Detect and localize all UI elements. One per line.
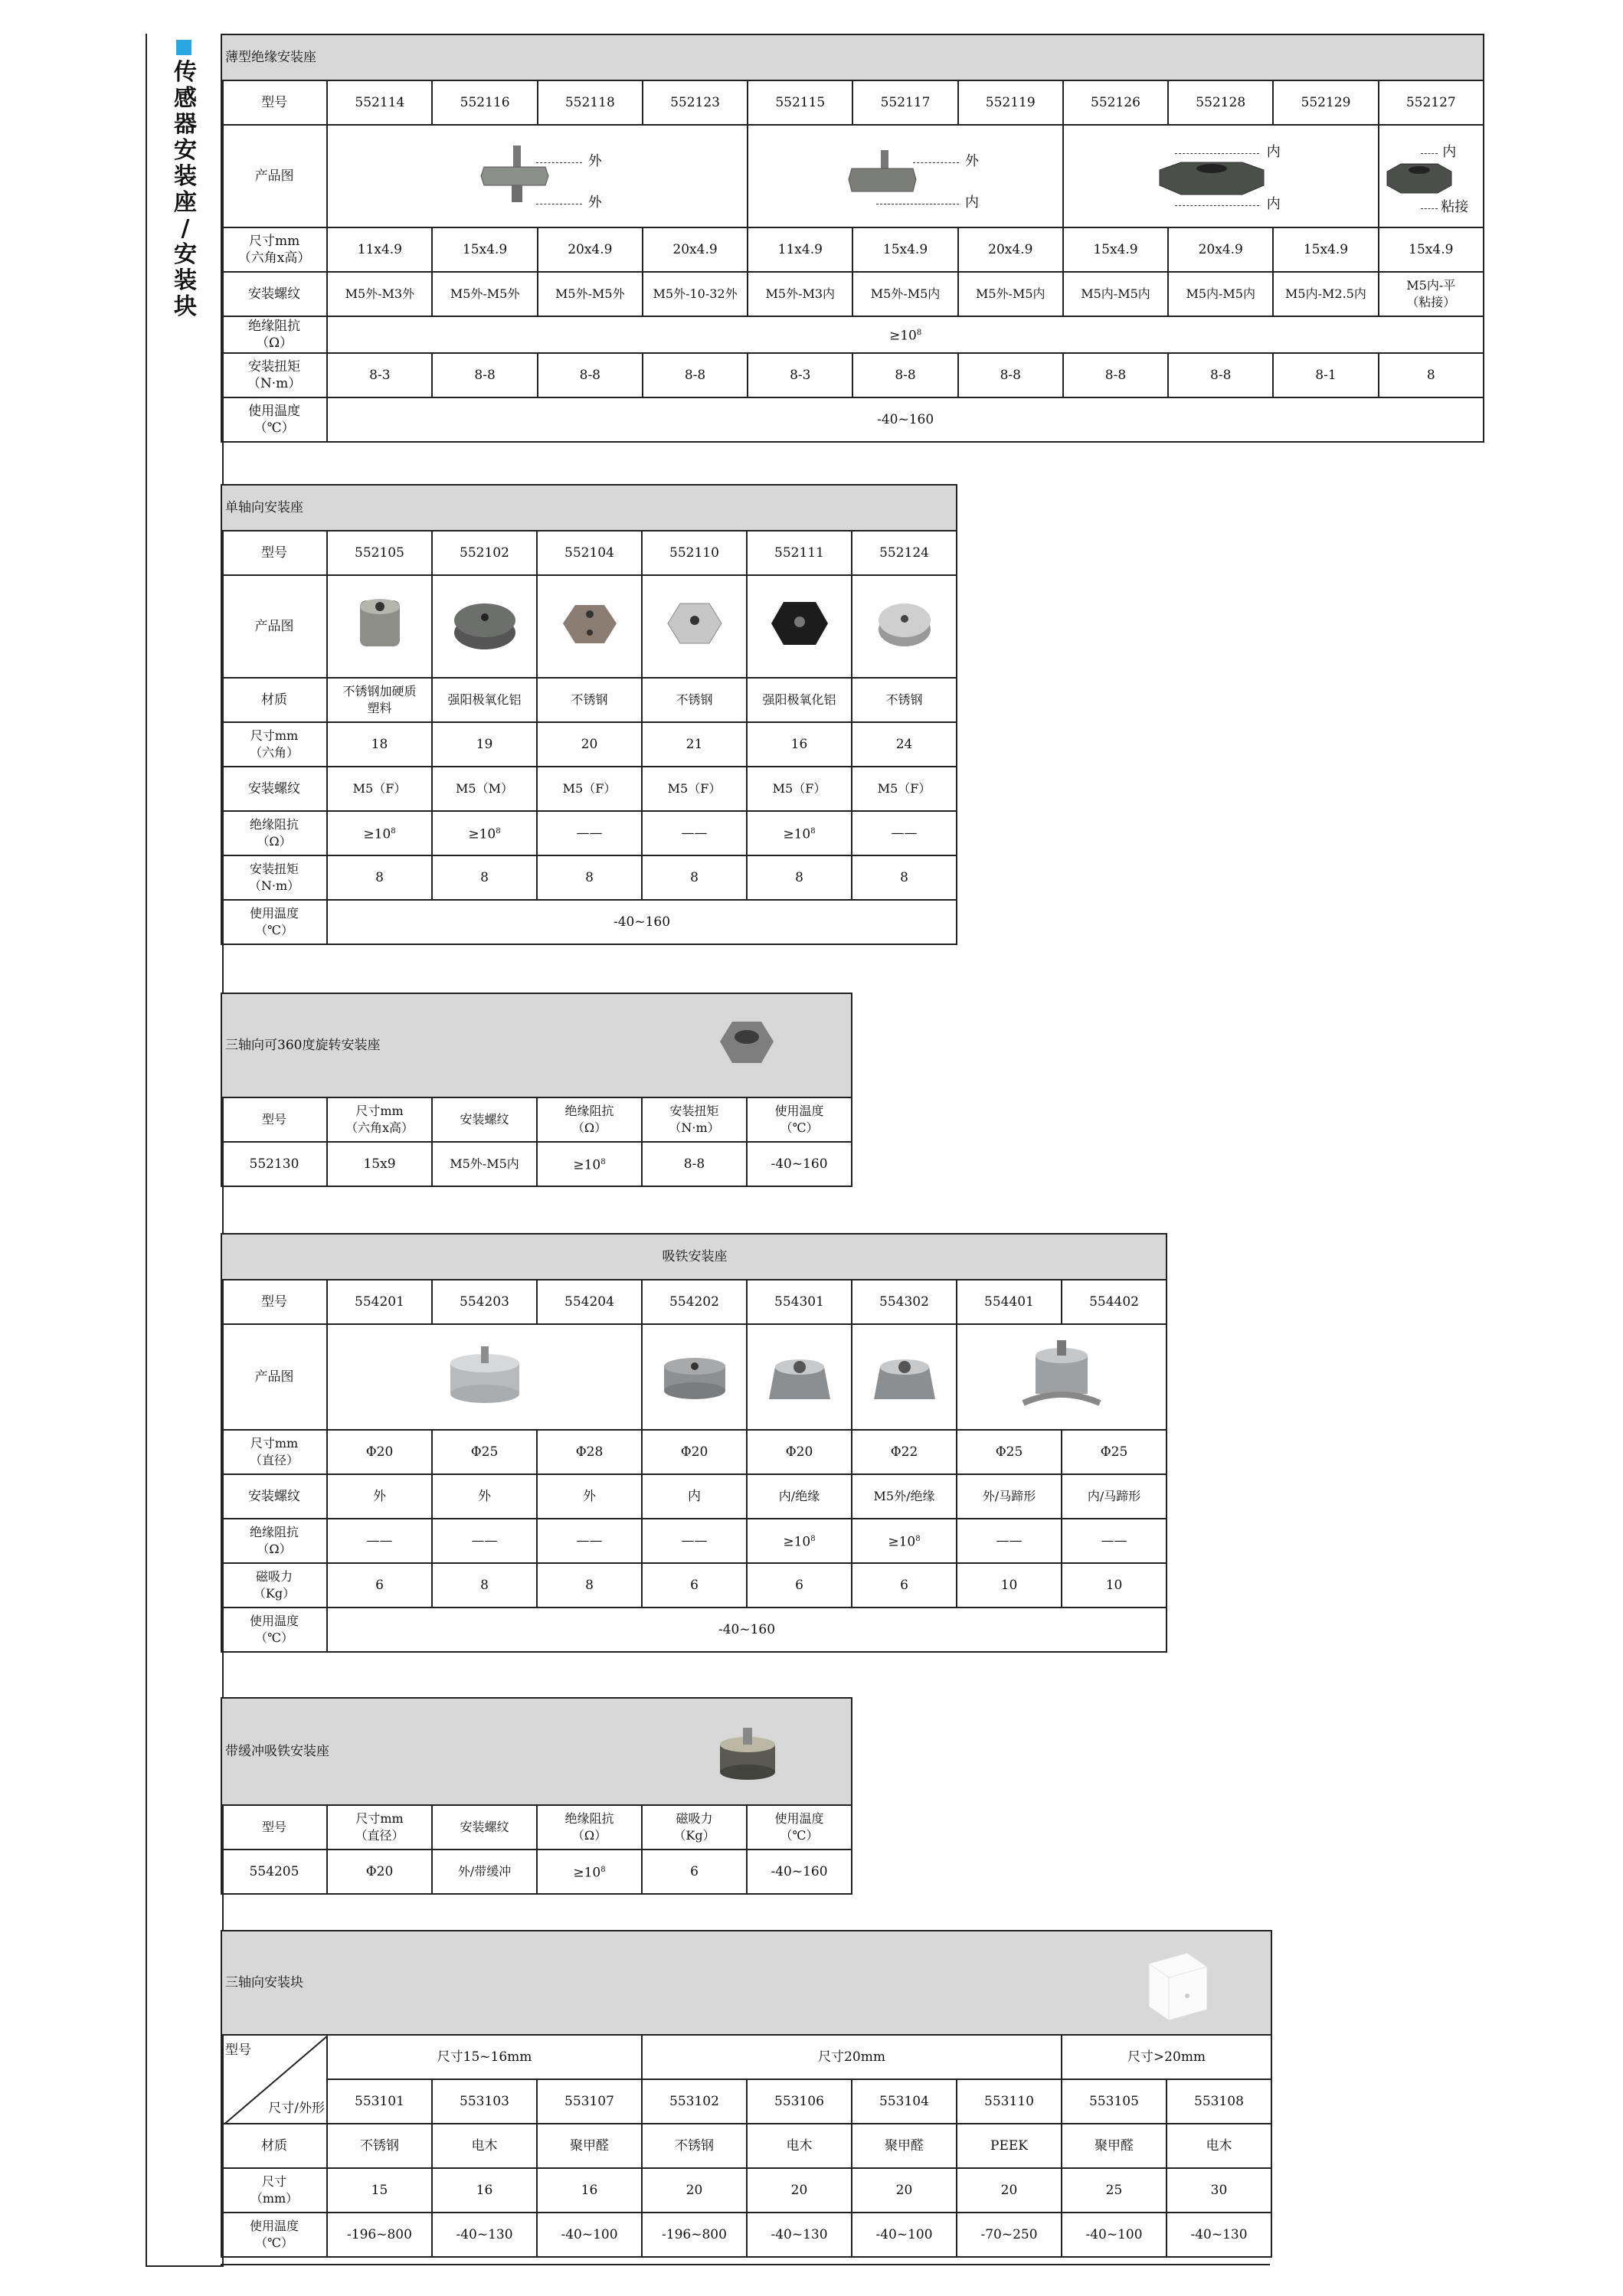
model-cell: 552102 xyxy=(432,531,537,575)
magnet-mount-image xyxy=(443,1340,527,1409)
thread-cell: 外 xyxy=(537,1474,642,1519)
product-image-cell xyxy=(537,575,642,678)
thread-cell: 外 xyxy=(432,1474,537,1519)
side-title-char: 块 xyxy=(174,293,197,320)
insulation-cell: —— xyxy=(852,811,957,855)
size-cell: Φ25 xyxy=(957,1430,1062,1474)
insulation-cell xyxy=(327,811,432,855)
insulation-value: ≥10 xyxy=(468,826,496,842)
row-label-size: 尺寸mm （六角x高） xyxy=(221,227,327,272)
thread-cell: M5外-M5外 xyxy=(432,272,537,316)
insulation-exponent: 8 xyxy=(915,1535,921,1544)
group-header: 尺寸15~16mm xyxy=(327,2035,642,2079)
torque-cell: 8 xyxy=(327,855,432,900)
size-cell: 20x4.9 xyxy=(643,227,748,272)
thread-cell: 外 xyxy=(327,1474,432,1519)
material-cell: 不锈钢 xyxy=(327,2124,432,2168)
header-cell: 尺寸mm （直径） xyxy=(327,1805,432,1850)
row-label-torque: 安装扭矩 （N·m） xyxy=(221,855,327,900)
material-cell: 聚甲醛 xyxy=(537,2124,642,2168)
insulation-cell xyxy=(852,1519,957,1563)
insulation-cell: —— xyxy=(327,1519,432,1563)
row-label-insulation: 绝缘阻抗 （Ω） xyxy=(221,811,327,855)
model-cell: 552126 xyxy=(1063,80,1168,125)
insulation-value: ≥10 xyxy=(888,328,917,344)
row-label-size: 尺寸mm （六角） xyxy=(221,722,327,767)
row-label-thread: 安装螺纹 xyxy=(221,272,327,316)
temp-cell: -40~160 xyxy=(327,1608,1167,1652)
thread-cell: M5内-M5内 xyxy=(1063,272,1168,316)
torque-cell: 8-3 xyxy=(748,353,852,397)
callout-in: 内 xyxy=(1266,144,1281,160)
side-title-char: 感 xyxy=(174,85,197,112)
section-title: 单轴向安装座 xyxy=(221,485,957,531)
thread-cell: M5（F） xyxy=(852,767,957,811)
product-image-cell xyxy=(748,125,1063,227)
product-image-cell xyxy=(327,575,432,678)
model-cell: 554302 xyxy=(852,1280,957,1324)
size-cell: 30 xyxy=(1167,2168,1271,2213)
insulation-exponent: 8 xyxy=(916,329,922,338)
section-title: 三轴向安装块 xyxy=(225,1975,303,1990)
row-label-thread: 安装螺纹 xyxy=(221,767,327,811)
model-cell: 554402 xyxy=(1062,1280,1167,1324)
insulation-exponent: 8 xyxy=(496,827,501,836)
thread-cell: M5外-M3内 xyxy=(748,272,852,316)
magnet-mount-image xyxy=(1016,1333,1108,1417)
row-label-insulation: 绝缘阻抗 （Ω） xyxy=(221,316,327,353)
size-cell: 20x4.9 xyxy=(958,227,1063,272)
temp-cell: -40~130 xyxy=(1167,2213,1271,2257)
value-cell: 8-8 xyxy=(642,1142,747,1186)
model-cell: 552105 xyxy=(327,531,432,575)
side-title-char: 安 xyxy=(174,241,197,268)
hex-mount-image xyxy=(349,590,411,659)
force-cell: 8 xyxy=(432,1563,537,1608)
header-cell: 使用温度 （℃） xyxy=(747,1097,852,1142)
row-label-thread: 安装螺纹 xyxy=(221,1474,327,1519)
product-image-cell xyxy=(957,1324,1167,1430)
section-title: 带缓冲吸铁安装座 xyxy=(225,1744,329,1759)
insulation-exponent: 8 xyxy=(391,827,396,836)
magnet-mount-image xyxy=(761,1336,838,1413)
size-cell: 15x4.9 xyxy=(432,227,537,272)
size-cell: 19 xyxy=(432,722,537,767)
magnet-mount-image xyxy=(866,1336,943,1413)
material-cell: 聚甲醛 xyxy=(852,2124,957,2168)
section-header xyxy=(221,1931,1271,2035)
group-header: 尺寸20mm xyxy=(642,2035,1062,2079)
row-label-model: 型号 xyxy=(221,1280,327,1324)
section-title: 三轴向可360度旋转安装座 xyxy=(225,1038,381,1053)
size-cell: 20 xyxy=(852,2168,957,2213)
torque-cell: 8-8 xyxy=(852,353,957,397)
row-label-temp: 使用温度 （℃） xyxy=(221,1608,327,1652)
mount-block-image xyxy=(1134,1941,1218,2025)
hex-mount-image xyxy=(765,590,834,659)
product-image-cell xyxy=(327,1324,642,1430)
bottom-rule xyxy=(221,2264,1270,2265)
callout-out: 外 xyxy=(587,153,602,169)
row-label-model: 型号 xyxy=(221,531,327,575)
side-title-char: 装 xyxy=(174,267,197,294)
model-cell: 554202 xyxy=(642,1280,747,1324)
temp-cell: -40~100 xyxy=(1062,2213,1167,2257)
size-cell: 15x4.9 xyxy=(1063,227,1168,272)
material-cell: 不锈钢 xyxy=(642,2124,747,2168)
header-cell: 安装螺纹 xyxy=(432,1097,537,1142)
insulation-cell: —— xyxy=(642,811,747,855)
row-label-model: 型号 xyxy=(221,80,327,125)
material-cell: 电木 xyxy=(747,2124,852,2168)
row-label-size: 尺寸 （mm） xyxy=(221,2168,327,2213)
temp-cell: -40~100 xyxy=(537,2213,642,2257)
torque-cell: 8 xyxy=(432,855,537,900)
product-image-cell xyxy=(642,1324,747,1430)
insulation-cell xyxy=(432,811,537,855)
side-title-char: 器 xyxy=(174,111,197,138)
size-cell: 21 xyxy=(642,722,747,767)
size-cell: 20x4.9 xyxy=(1168,227,1273,272)
size-cell: 16 xyxy=(537,2168,642,2213)
header-cell: 尺寸mm （六角x高） xyxy=(327,1097,432,1142)
round-mount-image xyxy=(450,590,519,659)
model-cell: 552115 xyxy=(748,80,852,125)
triaxial-mount-block-table xyxy=(221,1930,1272,2258)
hex-mount-image xyxy=(660,590,729,659)
group-header: 尺寸>20mm xyxy=(1062,2035,1271,2079)
insulation-cell: —— xyxy=(537,1519,642,1563)
thread-cell: M5内-M5内 xyxy=(1168,272,1273,316)
thread-cell: M5（F） xyxy=(327,767,432,811)
callout-in: 内 xyxy=(1266,196,1281,212)
model-cell: 552110 xyxy=(642,531,747,575)
section-title: 薄型绝缘安装座 xyxy=(221,34,1484,80)
insulation-value: ≥10 xyxy=(573,1157,601,1173)
model-cell: 552127 xyxy=(1379,80,1484,125)
size-cell: Φ20 xyxy=(747,1430,852,1474)
product-image-cell xyxy=(327,125,748,227)
size-cell: 18 xyxy=(327,722,432,767)
insulation-cell xyxy=(747,1519,852,1563)
model-cell: 552124 xyxy=(852,531,957,575)
model-cell: 553108 xyxy=(1167,2079,1271,2124)
row-label-image: 产品图 xyxy=(221,1324,327,1430)
header-cell: 型号 xyxy=(221,1097,327,1142)
force-cell: 10 xyxy=(1062,1563,1167,1608)
insulation-cell: —— xyxy=(537,811,642,855)
size-cell: 15x4.9 xyxy=(1273,227,1378,272)
section-title: 吸铁安装座 xyxy=(221,1234,1167,1280)
model-cell: 553103 xyxy=(432,2079,537,2124)
product-image-cell xyxy=(432,575,537,678)
thread-cell: M5外-10-32外 xyxy=(643,272,748,316)
model-cell: 554401 xyxy=(957,1280,1062,1324)
single-axis-mount-table xyxy=(221,484,957,945)
side-frame xyxy=(146,34,224,2267)
magnet-mount-image xyxy=(656,1340,733,1409)
product-image-cell xyxy=(747,1324,852,1430)
thread-cell: M5内-平 （粘接） xyxy=(1379,272,1484,316)
size-cell: 20x4.9 xyxy=(538,227,643,272)
header-cell: 使用温度 （℃） xyxy=(747,1805,852,1850)
header-cell: 安装扭矩 （N·m） xyxy=(642,1097,747,1142)
torque-cell: 8-8 xyxy=(538,353,643,397)
size-cell: 15x4.9 xyxy=(852,227,957,272)
corner-header xyxy=(221,2035,327,2124)
size-cell: 16 xyxy=(747,722,852,767)
torque-cell: 8-3 xyxy=(327,353,432,397)
row-label-temp: 使用温度 （℃） xyxy=(221,397,327,442)
torque-cell: 8 xyxy=(747,855,852,900)
torque-cell: 8-8 xyxy=(1168,353,1273,397)
model-cell: 552117 xyxy=(852,80,957,125)
material-cell: 电木 xyxy=(432,2124,537,2168)
material-cell: 不锈钢 xyxy=(642,678,747,722)
side-title-char: 装 xyxy=(174,163,197,190)
torque-cell: 8-8 xyxy=(432,353,537,397)
product-image-cell xyxy=(852,575,957,678)
temp-cell: -196~800 xyxy=(327,2213,432,2257)
side-title xyxy=(172,60,199,320)
torque-cell: 8 xyxy=(852,855,957,900)
force-cell: 6 xyxy=(852,1563,957,1608)
row-label-material: 材质 xyxy=(221,678,327,722)
insulation-value: ≥10 xyxy=(888,1534,916,1550)
row-label-insulation: 绝缘阻抗 （Ω） xyxy=(221,1519,327,1563)
insulation-exponent: 8 xyxy=(810,827,816,836)
size-cell: Φ22 xyxy=(852,1430,957,1474)
size-cell: Φ20 xyxy=(642,1430,747,1474)
thread-cell: M5外-M5内 xyxy=(958,272,1063,316)
size-cell: Φ25 xyxy=(432,1430,537,1474)
temp-cell: -40~160 xyxy=(327,900,957,944)
header-cell: 安装螺纹 xyxy=(432,1805,537,1850)
value-cell: 554205 xyxy=(221,1850,327,1894)
header-cell: 绝缘阻抗 （Ω） xyxy=(537,1097,642,1142)
row-label-temp: 使用温度 （℃） xyxy=(221,900,327,944)
row-label-image: 产品图 xyxy=(221,575,327,678)
model-cell: 553101 xyxy=(327,2079,432,2124)
insulation-value: ≥10 xyxy=(573,1865,601,1881)
force-cell: 6 xyxy=(747,1563,852,1608)
size-cell: Φ20 xyxy=(327,1430,432,1474)
model-cell: 552123 xyxy=(643,80,748,125)
thread-cell: M5（F） xyxy=(747,767,852,811)
insulation-value: ≥10 xyxy=(783,1534,811,1550)
size-cell: Φ25 xyxy=(1062,1430,1167,1474)
model-cell: 554201 xyxy=(327,1280,432,1324)
section-marker xyxy=(176,40,191,55)
value-cell: 552130 xyxy=(221,1142,327,1186)
size-cell: Φ28 xyxy=(537,1430,642,1474)
force-cell: 6 xyxy=(327,1563,432,1608)
insulation-cell xyxy=(747,811,852,855)
value-cell: M5外-M5内 xyxy=(432,1142,537,1186)
corner-bottom-label: 尺寸/外形 xyxy=(268,2101,325,2116)
thread-cell: M5内-M2.5内 xyxy=(1273,272,1378,316)
material-cell: 强阳极氧化铝 xyxy=(432,678,537,722)
force-cell: 6 xyxy=(642,1563,747,1608)
model-cell: 553110 xyxy=(957,2079,1062,2124)
insulation-exponent: 8 xyxy=(600,1158,606,1167)
callout-glue: 粘接 xyxy=(1441,199,1469,215)
model-cell: 554301 xyxy=(747,1280,852,1324)
value-cell: -40~160 xyxy=(747,1142,852,1186)
value-cell: 外/带缓冲 xyxy=(432,1850,537,1894)
section-header xyxy=(221,993,852,1097)
size-cell: 20 xyxy=(537,722,642,767)
torque-cell: 8 xyxy=(1379,353,1484,397)
hex-mount-image xyxy=(555,590,624,659)
row-label-image: 产品图 xyxy=(221,125,327,227)
row-label-torque: 安装扭矩 （N·m） xyxy=(221,353,327,397)
model-cell: 552119 xyxy=(958,80,1063,125)
thread-cell: 内/马蹄形 xyxy=(1062,1474,1167,1519)
insulation-value: ≥10 xyxy=(363,826,391,842)
insulation-cell: —— xyxy=(1062,1519,1167,1563)
magnet-mount-image xyxy=(709,1714,786,1791)
insulation-exponent: 8 xyxy=(600,1866,606,1875)
torque-cell: 8-8 xyxy=(643,353,748,397)
corner-top-label: 型号 xyxy=(225,2043,251,2058)
model-cell: 552114 xyxy=(327,80,432,125)
value-cell: -40~160 xyxy=(747,1850,852,1894)
section-header xyxy=(221,1698,852,1805)
model-cell: 553105 xyxy=(1062,2079,1167,2124)
model-cell: 553104 xyxy=(852,2079,957,2124)
torque-cell: 8 xyxy=(537,855,642,900)
header-cell: 磁吸力 （Kg） xyxy=(642,1805,747,1850)
cushioned-magnet-mount-table xyxy=(221,1697,852,1895)
header-cell: 绝缘阻抗 （Ω） xyxy=(537,1805,642,1850)
size-cell: 11x4.9 xyxy=(327,227,432,272)
thread-cell: M5外/绝缘 xyxy=(852,1474,957,1519)
callout-out: 外 xyxy=(587,195,602,211)
insulation-value: ≥10 xyxy=(783,826,811,842)
insulation-exponent: 8 xyxy=(810,1535,816,1544)
force-cell: 8 xyxy=(537,1563,642,1608)
product-image-cell xyxy=(852,1324,957,1430)
model-cell: 552129 xyxy=(1273,80,1378,125)
side-title-char: 座 xyxy=(174,189,197,216)
size-cell: 15x4.9 xyxy=(1379,227,1484,272)
size-cell: 25 xyxy=(1062,2168,1167,2213)
side-title-char: 安 xyxy=(174,137,197,164)
value-cell: 6 xyxy=(642,1850,747,1894)
callout-out: 外 xyxy=(965,153,980,169)
insulation-cell: —— xyxy=(957,1519,1062,1563)
model-cell: 552118 xyxy=(538,80,643,125)
thread-cell: M5外-M5内 xyxy=(852,272,957,316)
size-cell: 20 xyxy=(642,2168,747,2213)
thin-insulated-mount-table xyxy=(221,34,1484,443)
temp-cell: -40~130 xyxy=(747,2213,852,2257)
model-cell: 552104 xyxy=(537,531,642,575)
torque-cell: 8-1 xyxy=(1273,353,1378,397)
torque-cell: 8-8 xyxy=(1063,353,1168,397)
model-cell: 553102 xyxy=(642,2079,747,2124)
hex-mount-image xyxy=(712,1009,781,1078)
triaxial-rotating-mount-table xyxy=(221,993,852,1187)
row-label-material: 材质 xyxy=(221,2124,327,2168)
product-image-cell xyxy=(747,575,852,678)
torque-cell: 8-8 xyxy=(958,353,1063,397)
torque-cell: 8 xyxy=(642,855,747,900)
value-cell: Φ20 xyxy=(327,1850,432,1894)
size-cell: 20 xyxy=(957,2168,1062,2213)
side-title-char: / xyxy=(181,215,190,242)
magnetic-mount-table xyxy=(221,1233,1167,1653)
material-cell: 不锈钢 xyxy=(537,678,642,722)
model-cell: 554204 xyxy=(537,1280,642,1324)
insulation-cell xyxy=(327,316,1484,353)
row-label-size: 尺寸mm （直径） xyxy=(221,1430,327,1474)
thread-cell: M5（M） xyxy=(432,767,537,811)
thread-cell: 外/马蹄形 xyxy=(957,1474,1062,1519)
material-cell: 强阳极氧化铝 xyxy=(747,678,852,722)
side-title-char: 传 xyxy=(174,59,197,86)
thread-cell: M5外-M3外 xyxy=(327,272,432,316)
value-cell xyxy=(537,1850,642,1894)
insulation-cell: —— xyxy=(642,1519,747,1563)
model-cell: 552111 xyxy=(747,531,852,575)
round-mount-image xyxy=(870,590,939,659)
product-image-cell xyxy=(1379,125,1484,227)
size-cell: 11x4.9 xyxy=(748,227,852,272)
model-cell: 553106 xyxy=(747,2079,852,2124)
material-cell: 聚甲醛 xyxy=(1062,2124,1167,2168)
material-cell: 不锈钢加硬质 塑料 xyxy=(327,678,432,722)
row-label-temp: 使用温度 （℃） xyxy=(221,2213,327,2257)
value-cell xyxy=(537,1142,642,1186)
thread-cell: 内/绝缘 xyxy=(747,1474,852,1519)
value-cell: 15x9 xyxy=(327,1142,432,1186)
material-cell: 电木 xyxy=(1167,2124,1271,2168)
product-image-cell xyxy=(642,575,747,678)
temp-cell: -40~160 xyxy=(327,397,1484,442)
size-cell: 15 xyxy=(327,2168,432,2213)
thread-cell: M5（F） xyxy=(642,767,747,811)
force-cell: 10 xyxy=(957,1563,1062,1608)
thread-cell: M5外-M5外 xyxy=(538,272,643,316)
model-cell: 554203 xyxy=(432,1280,537,1324)
temp-cell: -40~100 xyxy=(852,2213,957,2257)
model-cell: 552116 xyxy=(432,80,537,125)
product-image-cell xyxy=(1063,125,1379,227)
thread-cell: M5（F） xyxy=(537,767,642,811)
temp-cell: -70~250 xyxy=(957,2213,1062,2257)
size-cell: 20 xyxy=(747,2168,852,2213)
model-cell: 552128 xyxy=(1168,80,1273,125)
insulation-cell: —— xyxy=(432,1519,537,1563)
temp-cell: -196~800 xyxy=(642,2213,747,2257)
material-cell: 不锈钢 xyxy=(852,678,957,722)
thread-cell: 内 xyxy=(642,1474,747,1519)
model-cell: 553107 xyxy=(537,2079,642,2124)
row-label-force: 磁吸力 （Kg） xyxy=(221,1563,327,1608)
callout-in: 内 xyxy=(965,195,980,211)
size-cell: 16 xyxy=(432,2168,537,2213)
material-cell: PEEK xyxy=(957,2124,1062,2168)
size-cell: 24 xyxy=(852,722,957,767)
temp-cell: -40~130 xyxy=(432,2213,537,2257)
header-cell: 型号 xyxy=(221,1805,327,1850)
callout-in: 内 xyxy=(1442,144,1457,160)
